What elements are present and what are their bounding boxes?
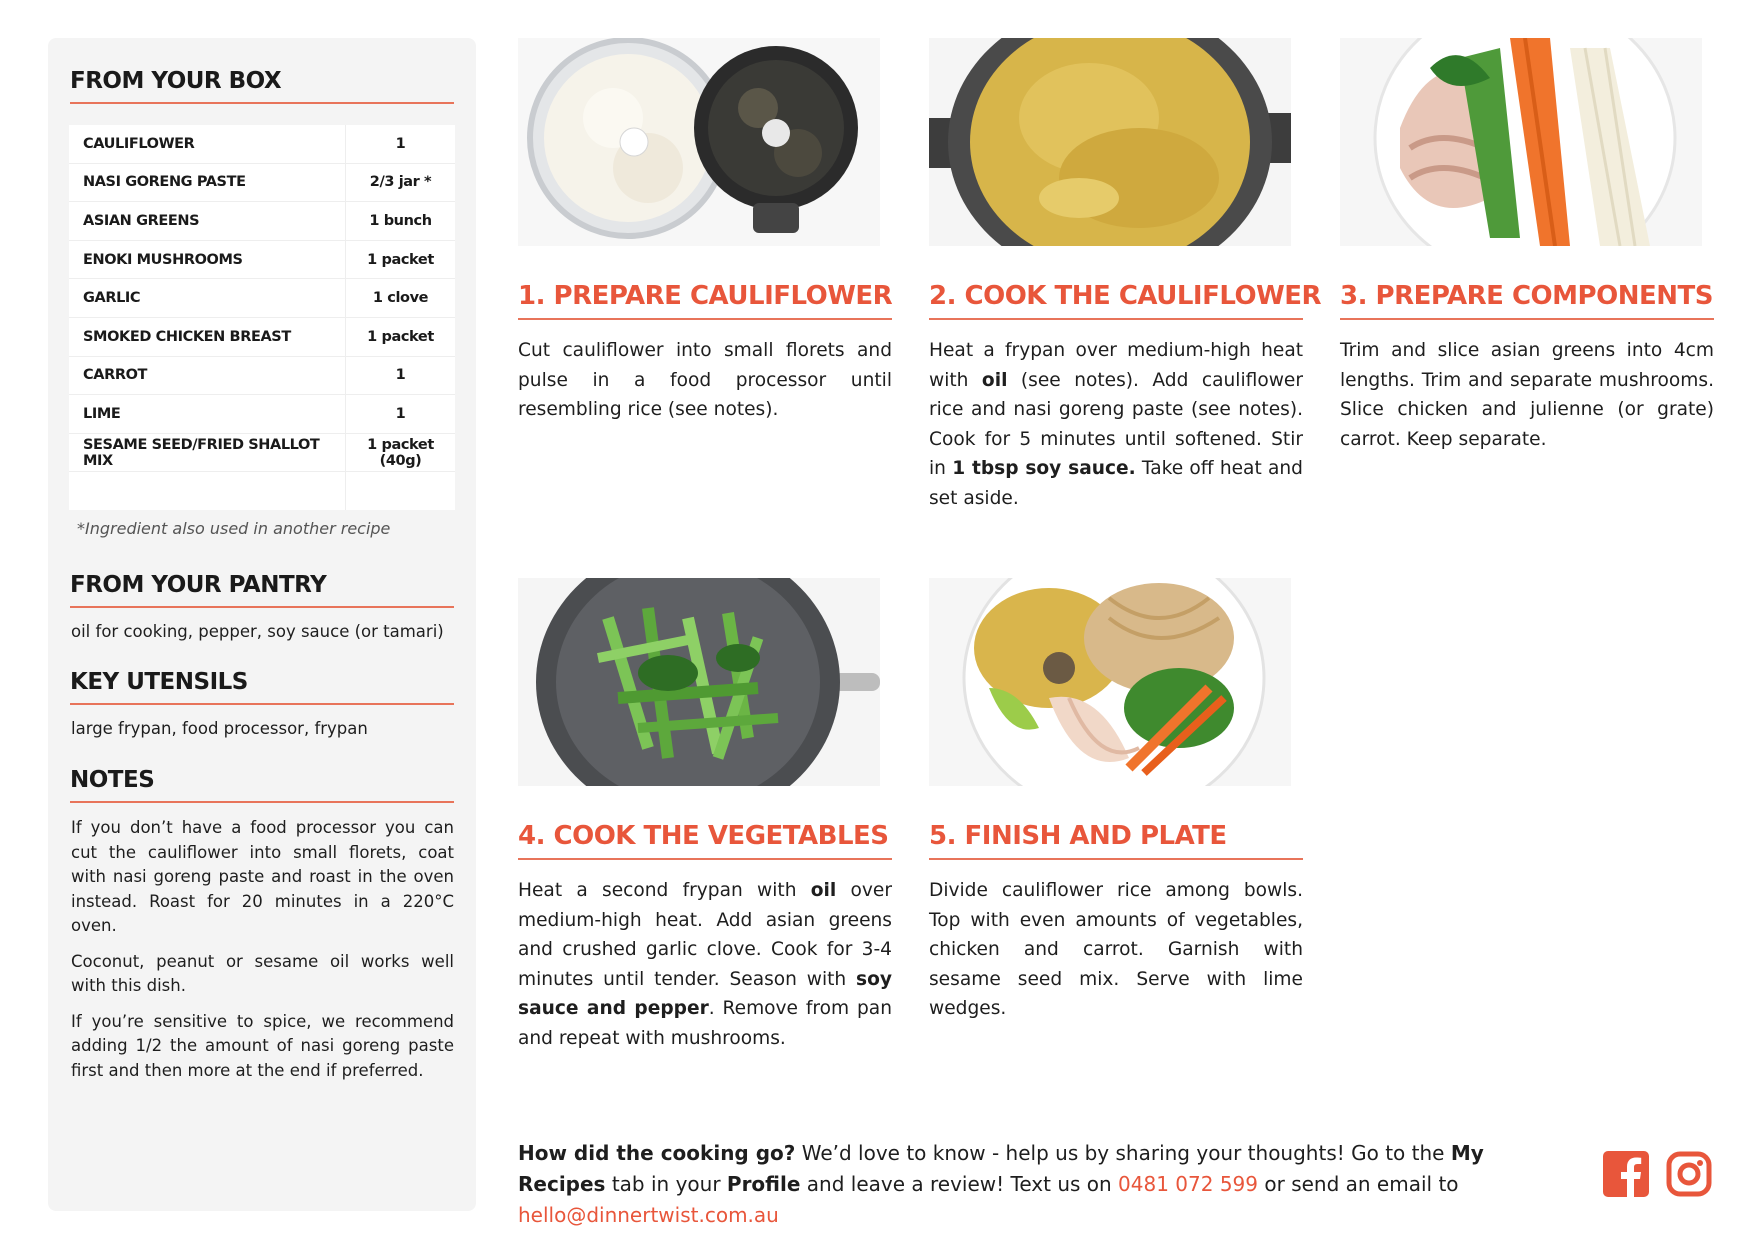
- utensils-title: KEY UTENSILS: [70, 669, 454, 705]
- step-text-segment: Divide cauliflower rice among bowls. Top with even amounts of vegetables, chicken and carrot. Garnish with sesame seed mix. Serve with lime wedges.: [929, 880, 1303, 1019]
- email-link[interactable]: hello@dinnertwist.com.au: [518, 1203, 779, 1227]
- feedback-text-2: tab in your: [605, 1172, 727, 1196]
- note-paragraph: If you don’t have a food processor you can cut the cauliflower into small florets, coat with nasi goreng paste and roast in the oven instead. Roast for 20 minutes in a 220°C oven.: [71, 818, 454, 935]
- step-4-text: [518, 876, 892, 1053]
- ingredient-qty: 1 packet: [346, 240, 456, 279]
- ingredient-name: ASIAN GREENS: [69, 202, 346, 241]
- note-paragraph: If you’re sensitive to spice, we recommend adding 1/2 the amount of nasi goreng paste first and then more at the end if preferred.: [71, 1011, 454, 1080]
- ingredient-row: [69, 279, 455, 318]
- from-your-box-title: FROM YOUR BOX: [70, 68, 454, 104]
- step-5-text: [929, 876, 1303, 1024]
- components-plate-illustration: [1340, 38, 1702, 246]
- frypan-rice-illustration: [929, 38, 1291, 246]
- ingredient-footnote: *Ingredient also used in another recipe: [77, 519, 391, 538]
- ingredient-row: [69, 395, 455, 434]
- step-text-segment: (see notes). Add cauliflower rice and nasi goreng paste (see notes). Cook for 5 minutes until softened. Stir in: [929, 369, 1303, 479]
- pantry-title: FROM YOUR PANTRY: [70, 572, 454, 608]
- instagram-icon[interactable]: [1666, 1151, 1712, 1197]
- step-text-bold: oil: [981, 369, 1008, 391]
- step-text-segment: Take off heat and set aside.: [929, 458, 1303, 509]
- step-text-segment: Heat a second frypan with: [518, 880, 811, 901]
- ingredients-table: [69, 125, 455, 510]
- pantry-text: oil for cooking, pepper, soy sauce (or tamari): [71, 622, 444, 641]
- step-text-bold: oil: [810, 880, 837, 901]
- step-text-segment: Trim and slice asian greens into 4cm lengths. Trim and separate mushrooms. Slice chicken and julienne (or grate) carrot. Keep separate.: [1340, 340, 1714, 450]
- ingredient-name: SESAME SEED/FRIED SHALLOT MIX: [69, 433, 346, 472]
- step-3-title: 3. PREPARE COMPONENTS: [1340, 281, 1714, 320]
- food-processor-illustration: [518, 38, 880, 246]
- frypan-greens-illustration: [518, 578, 880, 786]
- step-2-photo: [929, 38, 1291, 246]
- feedback-question: How did the cooking go?: [518, 1141, 796, 1165]
- ingredient-row: [69, 163, 455, 202]
- facebook-icon-graphic: [1603, 1151, 1649, 1197]
- feedback-text-4: or send an email to: [1258, 1172, 1459, 1196]
- step-4-title: 4. COOK THE VEGETABLES: [518, 821, 892, 860]
- ingredient-row: [69, 433, 455, 472]
- ingredient-row: [69, 356, 455, 395]
- step-5-photo: [929, 578, 1291, 786]
- step-3-text: [1340, 336, 1714, 454]
- notes-title: NOTES: [70, 767, 454, 803]
- step-text-bold: 1 tbsp soy sauce.: [952, 458, 1136, 479]
- my-recipes-link[interactable]: My Recipes: [518, 1141, 1484, 1196]
- ingredient-row: [69, 202, 455, 241]
- ingredient-qty: 1: [346, 356, 456, 395]
- ingredient-name: SMOKED CHICKEN BREAST: [69, 317, 346, 356]
- step-5-title: 5. FINISH AND PLATE: [929, 821, 1303, 860]
- utensils-text: large frypan, food processor, frypan: [71, 719, 368, 738]
- feedback-text-1: We’d love to know - help us by sharing your thoughts! Go to the: [795, 1141, 1451, 1165]
- step-text-segment: Cut cauliflower into small florets and pulse in a food processor until resembling rice (see notes).: [518, 340, 892, 420]
- step-2-text: [929, 336, 1303, 513]
- ingredient-qty: 1: [346, 395, 456, 434]
- step-4-photo: [518, 578, 880, 786]
- ingredient-row: [69, 125, 455, 163]
- ingredient-name: GARLIC: [69, 279, 346, 318]
- finished-bowl-illustration: [929, 578, 1291, 786]
- phone-link[interactable]: 0481 072 599: [1118, 1172, 1259, 1196]
- profile-link[interactable]: Profile: [726, 1172, 801, 1196]
- feedback-footer: [518, 1138, 1578, 1231]
- step-text-segment: over medium-high heat. Add asian greens and crushed garlic clove. Cook for 3-4 minutes until tender. Season with: [518, 880, 892, 990]
- step-3-photo: [1340, 38, 1702, 246]
- ingredient-qty: 1 clove: [346, 279, 456, 318]
- ingredient-name: CAULIFLOWER: [69, 125, 346, 163]
- ingredients-sidebar: [48, 38, 476, 1211]
- instagram-icon-graphic: [1666, 1151, 1712, 1197]
- step-text-segment: Heat a frypan over medium-high heat with: [929, 340, 1303, 391]
- step-text-bold: soy sauce and pepper: [518, 968, 892, 1019]
- step-1-title: 1. PREPARE CAULIFLOWER: [518, 281, 892, 320]
- notes-body: [71, 816, 454, 1094]
- facebook-icon[interactable]: [1603, 1151, 1649, 1197]
- ingredient-row: [69, 240, 455, 279]
- step-1-text: [518, 336, 892, 425]
- step-text-segment: . Remove from pan and repeat with mushrooms.: [518, 998, 892, 1049]
- ingredient-row-empty: [69, 472, 455, 511]
- ingredient-name: ENOKI MUSHROOMS: [69, 240, 346, 279]
- ingredient-qty: 2/3 jar *: [346, 163, 456, 202]
- ingredient-row: [69, 317, 455, 356]
- feedback-text-3: and leave a review! Text us on: [800, 1172, 1119, 1196]
- ingredient-qty: 1 packet: [346, 317, 456, 356]
- ingredient-qty: 1 packet (40g): [346, 433, 456, 472]
- step-1-photo: [518, 38, 880, 246]
- note-paragraph: Coconut, peanut or sesame oil works well with this dish.: [71, 951, 454, 995]
- ingredient-qty: 1 bunch: [346, 202, 456, 241]
- ingredient-name: NASI GORENG PASTE: [69, 163, 346, 202]
- step-2-title: 2. COOK THE CAULIFLOWER: [929, 281, 1303, 320]
- ingredient-name: LIME: [69, 395, 346, 434]
- ingredient-qty: 1: [346, 125, 456, 163]
- ingredient-name: CARROT: [69, 356, 346, 395]
